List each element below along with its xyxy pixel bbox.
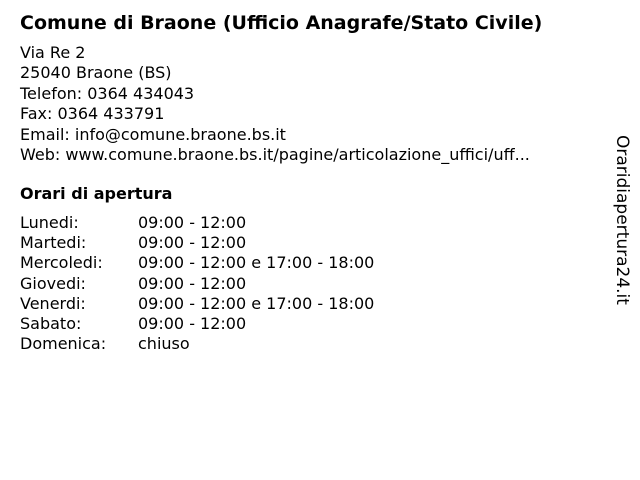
hours-day: Venerdi: <box>20 293 86 313</box>
hours-row-friday <box>20 294 374 314</box>
opening-hours-heading: Orari di apertura <box>20 184 173 203</box>
hours-row-saturday <box>20 314 374 334</box>
hours-time: 09:00 - 12:00 <box>138 314 247 334</box>
site-watermark-label: Oraridiapertura24.it <box>612 135 632 305</box>
street-address: Via Re 2 <box>20 43 86 62</box>
hours-time: chiuso <box>138 334 190 354</box>
hours-day: Domenica: <box>20 334 107 354</box>
address-block <box>20 43 530 165</box>
hours-time: 09:00 - 12:00 e 17:00 - 18:00 <box>138 293 375 313</box>
email-address: Email: info@comune.braone.bs.it <box>20 124 286 144</box>
hours-row-tuesday <box>20 233 374 253</box>
opening-hours-table <box>20 213 374 354</box>
phone-number: Telefon: 0364 434043 <box>20 83 195 103</box>
page-title: Comune di Braone (Ufficio Anagrafe/Stato Civile) <box>20 12 543 34</box>
hours-row-wednesday <box>20 253 374 273</box>
hours-time: 09:00 - 12:00 <box>138 273 247 293</box>
hours-day: Lunedi: <box>20 213 79 232</box>
hours-day: Sabato: <box>20 314 82 334</box>
city-address: 25040 Braone (BS) <box>20 63 172 83</box>
hours-time: 09:00 - 12:00 <box>138 213 247 232</box>
hours-row-thursday <box>20 274 374 294</box>
hours-day: Giovedi: <box>20 273 86 293</box>
hours-day: Martedi: <box>20 233 87 253</box>
hours-time: 09:00 - 12:00 <box>138 233 247 253</box>
website-url: Web: www.comune.braone.bs.it/pagine/articolazione_uffici/uff... <box>20 145 530 165</box>
hours-time: 09:00 - 12:00 e 17:00 - 18:00 <box>138 253 375 273</box>
hours-row-monday <box>20 213 374 233</box>
hours-day: Mercoledi: <box>20 253 103 273</box>
hours-row-sunday <box>20 334 374 354</box>
fax-number: Fax: 0364 433791 <box>20 104 165 124</box>
